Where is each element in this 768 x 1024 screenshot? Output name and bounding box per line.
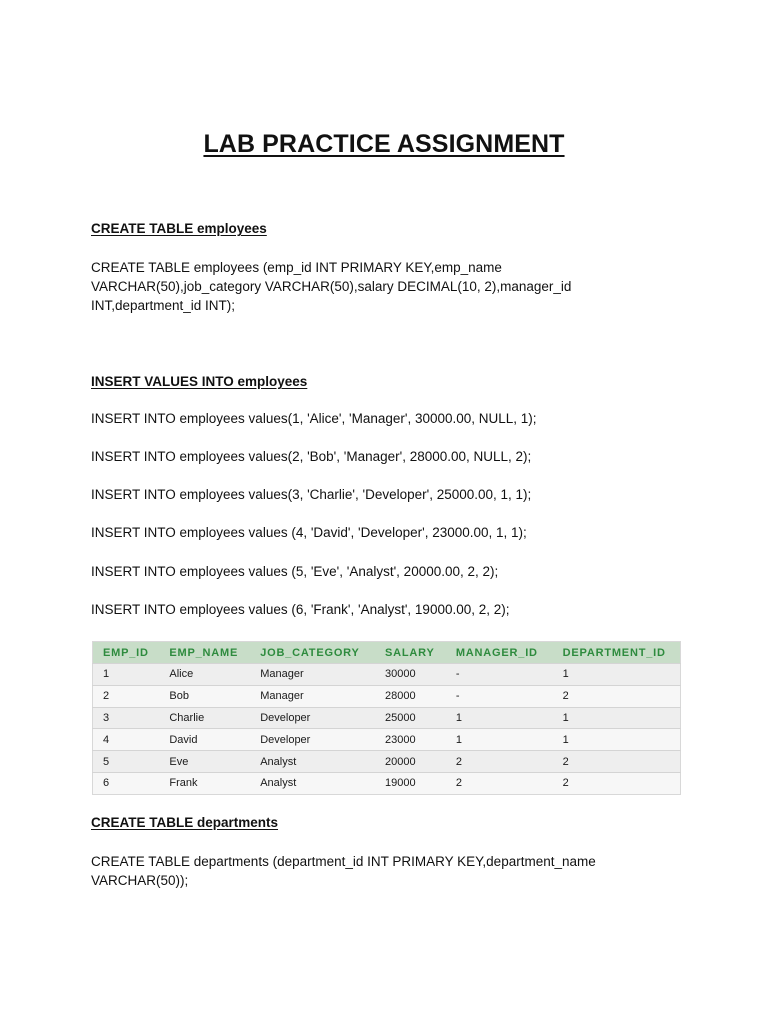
column-header-emp-id: EMP_ID <box>93 642 160 664</box>
table-row <box>93 772 681 794</box>
table-cell: Developer <box>250 707 375 729</box>
table-row <box>93 729 681 751</box>
page-title: LAB PRACTICE ASSIGNMENT <box>203 130 565 158</box>
table-cell: Charlie <box>159 707 250 729</box>
table-cell: Frank <box>159 772 250 794</box>
table-cell: 3 <box>93 707 160 729</box>
column-header-job-category: JOB_CATEGORY <box>250 642 375 664</box>
create-departments-heading: CREATE TABLE departments <box>91 815 279 830</box>
table-cell: 19000 <box>375 772 446 794</box>
table-cell: 6 <box>93 772 160 794</box>
insert-employees-heading: INSERT VALUES INTO employees <box>91 374 308 389</box>
create-departments-statement: CREATE TABLE departments (department_id INT PRIMARY KEY,department_name VARCHAR(50)); <box>91 854 596 888</box>
table-cell: 4 <box>93 729 160 751</box>
insert-statement-5: INSERT INTO employees values (5, 'Eve', 'Analyst', 20000.00, 2, 2); <box>91 564 499 579</box>
column-header-emp-name: EMP_NAME <box>159 642 250 664</box>
table-cell: 1 <box>553 707 681 729</box>
table-cell: 1 <box>93 664 160 686</box>
table-cell: 2 <box>93 685 160 707</box>
table-cell: 5 <box>93 751 160 773</box>
table-cell: 1 <box>553 729 681 751</box>
column-header-department-id: DEPARTMENT_ID <box>553 642 681 664</box>
table-row <box>93 751 681 773</box>
table-cell: - <box>446 685 553 707</box>
table-cell: David <box>159 729 250 751</box>
table-cell: 2 <box>446 772 553 794</box>
table-cell: 23000 <box>375 729 446 751</box>
table-cell: 28000 <box>375 685 446 707</box>
create-employees-heading: CREATE TABLE employees <box>91 221 267 236</box>
table-cell: - <box>446 664 553 686</box>
table-row <box>93 707 681 729</box>
table-cell: 1 <box>446 729 553 751</box>
employees-result-table <box>92 641 681 795</box>
table-row <box>93 664 681 686</box>
table-row <box>93 685 681 707</box>
column-header-salary: SALARY <box>375 642 446 664</box>
table-cell: Manager <box>250 664 375 686</box>
table-header-row <box>93 642 681 664</box>
insert-statement-4: INSERT INTO employees values (4, 'David', 'Developer', 23000.00, 1, 1); <box>91 525 527 540</box>
table-cell: 20000 <box>375 751 446 773</box>
table-cell: 2 <box>553 685 681 707</box>
table-cell: Bob <box>159 685 250 707</box>
table-cell: 1 <box>553 664 681 686</box>
table-cell: Developer <box>250 729 375 751</box>
insert-statement-3: INSERT INTO employees values(3, 'Charlie', 'Developer', 25000.00, 1, 1); <box>91 487 532 502</box>
table-cell: 2 <box>553 772 681 794</box>
insert-statement-1: INSERT INTO employees values(1, 'Alice', 'Manager', 30000.00, NULL, 1); <box>91 411 537 426</box>
table-cell: Analyst <box>250 772 375 794</box>
table-cell: 1 <box>446 707 553 729</box>
table-cell: 30000 <box>375 664 446 686</box>
table-cell: 2 <box>446 751 553 773</box>
table-cell: Manager <box>250 685 375 707</box>
table-cell: 25000 <box>375 707 446 729</box>
insert-statement-6: INSERT INTO employees values (6, 'Frank', 'Analyst', 19000.00, 2, 2); <box>91 602 510 617</box>
table-cell: Analyst <box>250 751 375 773</box>
create-employees-statement: CREATE TABLE employees (emp_id INT PRIMARY KEY,emp_name VARCHAR(50),job_category VARCHAR(50),salary DECIMAL(10, 2),manager_id INT,department_id INT); <box>91 260 572 313</box>
table-cell: Eve <box>159 751 250 773</box>
table-cell: 2 <box>553 751 681 773</box>
column-header-manager-id: MANAGER_ID <box>446 642 553 664</box>
insert-statement-2: INSERT INTO employees values(2, 'Bob', 'Manager', 28000.00, NULL, 2); <box>91 449 532 464</box>
table-cell: Alice <box>159 664 250 686</box>
